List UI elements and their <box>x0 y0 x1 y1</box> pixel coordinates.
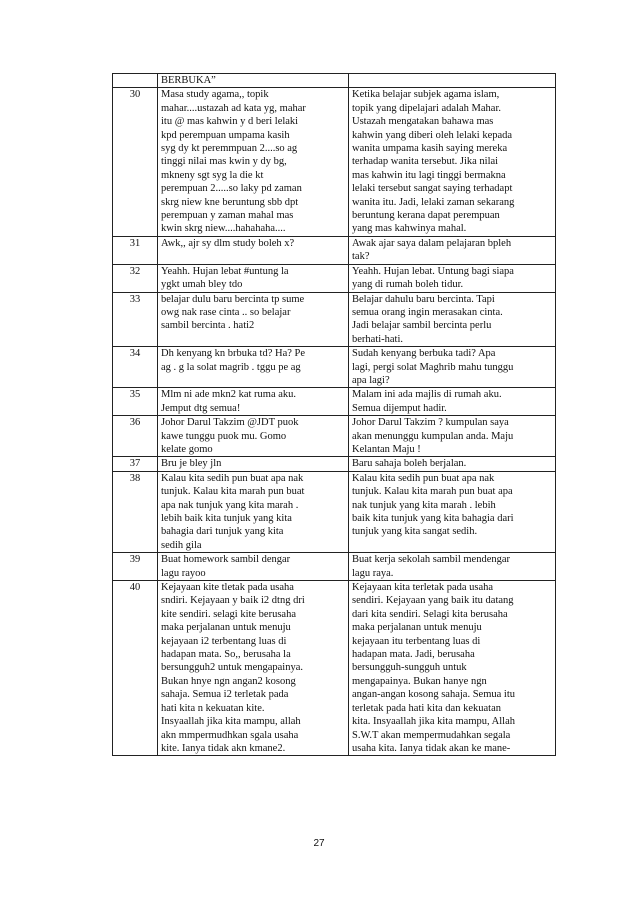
source-line: kite sendiri. selagi kite berusaha <box>161 608 296 620</box>
translation-text-cell <box>349 347 556 388</box>
page-number: 27 <box>313 838 325 849</box>
translation-text-cell <box>349 416 556 457</box>
source-line: maka perjalanan untuk menuju <box>161 622 291 634</box>
translation-line: Malam ini ada majlis di rumah aku. <box>352 389 502 401</box>
source-line: mkneny sgt syg la die kt <box>161 169 264 181</box>
translation-line: Ketika belajar subjek agama islam, <box>352 89 500 101</box>
table-row <box>113 471 556 552</box>
source-line: hati kita n kekuatan kite. <box>161 702 265 714</box>
source-line: tinggi nilai mas kwin y dy bg, <box>161 156 287 168</box>
source-line: Yeahh. Hujan lebat #untung la <box>161 265 289 277</box>
source-line: sndiri. Kejayaan y baik i2 dtng dri <box>161 595 305 607</box>
translation-line: lelaki tersebut sangat saying terhadapt <box>352 183 513 195</box>
translation-line: topik yang dipelajari adalah Mahar. <box>352 102 501 114</box>
source-line: tunjuk. Kalau kita marah pun buat <box>161 486 305 498</box>
row-number <box>113 74 158 88</box>
row-number: 37 <box>113 457 158 471</box>
translation-text-cell <box>349 264 556 292</box>
translation-text-cell <box>349 471 556 552</box>
translation-line: bersungguh-sungguh untuk <box>352 662 467 674</box>
translation-line: dari kita sendiri. Selagi kita berusaha <box>352 608 508 620</box>
translation-line: angan-angan kosong sahaja. Semua itu <box>352 689 515 701</box>
source-line: ygkt umah bley tdo <box>161 279 243 291</box>
translation-text-cell <box>349 74 556 88</box>
source-text-cell <box>158 264 349 292</box>
translation-line: nak tunjuk yang kita marah . lebih <box>352 499 496 511</box>
source-line: owg nak rase cinta .. so belajar <box>161 306 291 318</box>
source-line: belajar dulu baru bercinta tp sume <box>161 293 305 305</box>
source-line: bersungguh2 untuk mengapainya. <box>161 662 304 674</box>
translation-line: S.W.T akan mempermudahkan segala <box>352 729 511 741</box>
translation-line: sendiri. Kejayaan yang baik itu datang <box>352 595 514 607</box>
source-line: sedih gila <box>161 539 202 551</box>
table-row <box>113 236 556 264</box>
translation-line: baik kita tunjuk yang kita bahagia dari <box>352 513 514 524</box>
translation-text-cell <box>349 236 556 264</box>
row-number: 39 <box>113 553 158 581</box>
translation-line: Johor Darul Takzim ? kumpulan saya <box>352 417 509 429</box>
translation-line: beruntung kerana dapat perempuan <box>352 210 500 222</box>
source-line: apa nak tunjuk yang kita marah . <box>161 499 299 511</box>
translation-line: Baru sahaja boleh berjalan. <box>352 458 467 470</box>
table-row <box>113 416 556 457</box>
translation-line: lagu raya. <box>352 567 394 579</box>
translation-line: Sudah kenyang berbuka tadi? Apa <box>352 348 496 360</box>
source-line: Masa study agama,, topik <box>161 89 269 101</box>
translation-text-cell <box>349 388 556 416</box>
translation-line: semua orang ingin merasakan cinta. <box>352 306 503 318</box>
source-line: sahaja. Semua i2 terletak pada <box>161 689 289 701</box>
translation-line: akan menunggu kumpulan anda. Maju <box>352 430 514 442</box>
translation-line: Jadi belajar sambil bercinta perlu <box>352 320 492 332</box>
row-number: 35 <box>113 388 158 416</box>
table-row <box>113 292 556 347</box>
source-line: akn mmpermudhkan sgala usaha <box>161 729 299 741</box>
translation-line: Awak ajar saya dalam pelajaran bpleh <box>352 237 512 249</box>
translation-line: kejayaan itu terbentang luas di <box>352 635 481 647</box>
source-line: kelate gomo <box>161 443 213 455</box>
source-line: Awk,, ajr sy dlm study boleh x? <box>161 237 295 249</box>
source-text-cell <box>158 581 349 756</box>
source-line: perempuan y zaman mahal mas <box>161 210 294 222</box>
source-text-cell <box>158 553 349 581</box>
source-text-cell <box>158 74 349 88</box>
translation-line: terletak pada hati kita dan kekuatan <box>352 702 501 714</box>
translation-text-cell <box>349 457 556 471</box>
source-line: Buat homework sambil dengar <box>161 554 291 566</box>
source-text-cell <box>158 388 349 416</box>
source-line: kite. Ianya tidak akn kmane2. <box>161 742 286 754</box>
translation-line: terhadap wanita tersebut. Jika nilai <box>352 156 499 168</box>
table-row <box>113 347 556 388</box>
translation-line: wanita itu. Jadi, lelaki zaman sekarang <box>352 196 515 208</box>
source-line: Mlm ni ade mkn2 kat ruma aku. <box>161 389 297 401</box>
translation-line <box>352 74 552 87</box>
table-row <box>113 388 556 416</box>
translation-line: yang di rumah boleh tidur. <box>352 279 464 291</box>
translation-line: maka perjalanan untuk menuju <box>352 622 482 634</box>
translation-line: Semua dijemput hadir. <box>352 402 447 414</box>
translation-line: lagi, pergi solat Maghrib mahu tunggu <box>352 361 514 373</box>
translation-line: Buat kerja sekolah sambil mendengar <box>352 554 511 566</box>
source-text-cell <box>158 88 349 236</box>
source-line: perempuan 2.....so laky pd zaman <box>161 183 302 195</box>
translation-line: Yeahh. Hujan lebat. Untung bagi siapa <box>352 265 514 277</box>
source-text-cell <box>158 416 349 457</box>
translation-line: Kelantan Maju ! <box>352 443 421 455</box>
table-row <box>113 581 556 756</box>
source-text-cell <box>158 347 349 388</box>
row-number: 38 <box>113 471 158 552</box>
translation-line: Ustazah mengatakan bahawa mas <box>352 116 494 128</box>
translation-text-cell <box>349 553 556 581</box>
translation-line: apa lagi? <box>352 374 390 386</box>
source-line: sambil bercinta . hati2 <box>161 320 255 332</box>
translation-line: tunjuk. Kalau kita marah pun buat apa <box>352 486 513 498</box>
row-number: 31 <box>113 236 158 264</box>
row-number: 30 <box>113 88 158 236</box>
row-number: 34 <box>113 347 158 388</box>
source-line: Kalau kita sedih pun buat apa nak <box>161 472 304 484</box>
source-line: lagu rayoo <box>161 567 206 579</box>
table-row <box>113 457 556 471</box>
translation-line: berhati-hati. <box>352 333 404 345</box>
translation-line: Kalau kita sedih pun buat apa nak <box>352 472 495 484</box>
source-text-cell <box>158 236 349 264</box>
translation-line: kita. Insyaallah jika kita mampu, Allah <box>352 716 516 728</box>
source-line: skrg niew kne beruntung sbb dpt <box>161 196 299 208</box>
translation-text-cell <box>349 581 556 756</box>
source-text-cell <box>158 471 349 552</box>
translation-text-cell <box>349 88 556 236</box>
row-number: 40 <box>113 581 158 756</box>
table-row <box>113 88 556 236</box>
translation-line: mengapainya. Bukan hanye ngn <box>352 675 487 687</box>
row-number: 32 <box>113 264 158 292</box>
source-line: ag . g la solat magrib . tggu pe ag <box>161 361 301 373</box>
row-number: 33 <box>113 292 158 347</box>
source-line: lebih baik kita tunjuk yang kita <box>161 513 292 524</box>
table-body <box>113 74 556 756</box>
translation-text-cell <box>349 292 556 347</box>
translation-line: kahwin yang diberi oleh lelaki kepada <box>352 129 513 141</box>
table-row <box>113 264 556 292</box>
translation-line: hadapan mata. Jadi, berusaha <box>352 649 475 661</box>
translation-line: wanita umpama kasih saying mereka <box>352 143 508 155</box>
table-row <box>113 553 556 581</box>
source-line: Dh kenyang kn brbuka td? Ha? Pe <box>161 348 306 360</box>
source-line: itu @ mas kahwin y d beri lelaki <box>161 116 299 128</box>
source-line: Bru je bley jln <box>161 458 222 470</box>
row-number: 36 <box>113 416 158 457</box>
source-line: kwin skrg niew....hahahaha.... <box>161 223 286 235</box>
source-line: Insyaallah jika kita mampu, allah <box>161 716 301 728</box>
source-line: kawe tunggu puok mu. Gomo <box>161 430 287 442</box>
translation-line: Kejayaan kita terletak pada usaha <box>352 582 494 594</box>
source-line: kpd perempuan umpama kasih <box>161 129 290 141</box>
source-line: Johor Darul Takzim @JDT puok <box>161 417 299 429</box>
source-line: bahagia dari tunjuk yang kita <box>161 526 284 538</box>
source-line: BERBUKA” <box>161 75 216 86</box>
source-line: syg dy kt peremmpuan 2....so ag <box>161 143 298 155</box>
translation-line: usaha kita. Ianya tidak akan ke mane- <box>352 742 511 754</box>
source-line: kejayaan i2 terbentang luas di <box>161 635 287 647</box>
source-text-cell <box>158 292 349 347</box>
translation-line: mas kahwin itu lagi tinggi bermakna <box>352 169 506 181</box>
source-line: Jemput dtg semua! <box>161 402 241 414</box>
source-text-cell <box>158 457 349 471</box>
translation-table <box>112 73 556 756</box>
translation-line: tunjuk yang kita sangat sedih. <box>352 526 478 538</box>
source-line: mahar....ustazah ad kata yg, mahar <box>161 102 306 114</box>
table-row <box>113 74 556 88</box>
translation-line: Belajar dahulu baru bercinta. Tapi <box>352 293 495 305</box>
translation-line: yang mas kahwinya mahal. <box>352 223 467 235</box>
source-line: Bukan hnye ngn angan2 kosong <box>161 675 296 687</box>
source-line: Kejayaan kite tletak pada usaha <box>161 582 294 594</box>
source-line: hadapan mata. So,, berusaha la <box>161 649 291 661</box>
translation-line: tak? <box>352 251 370 263</box>
